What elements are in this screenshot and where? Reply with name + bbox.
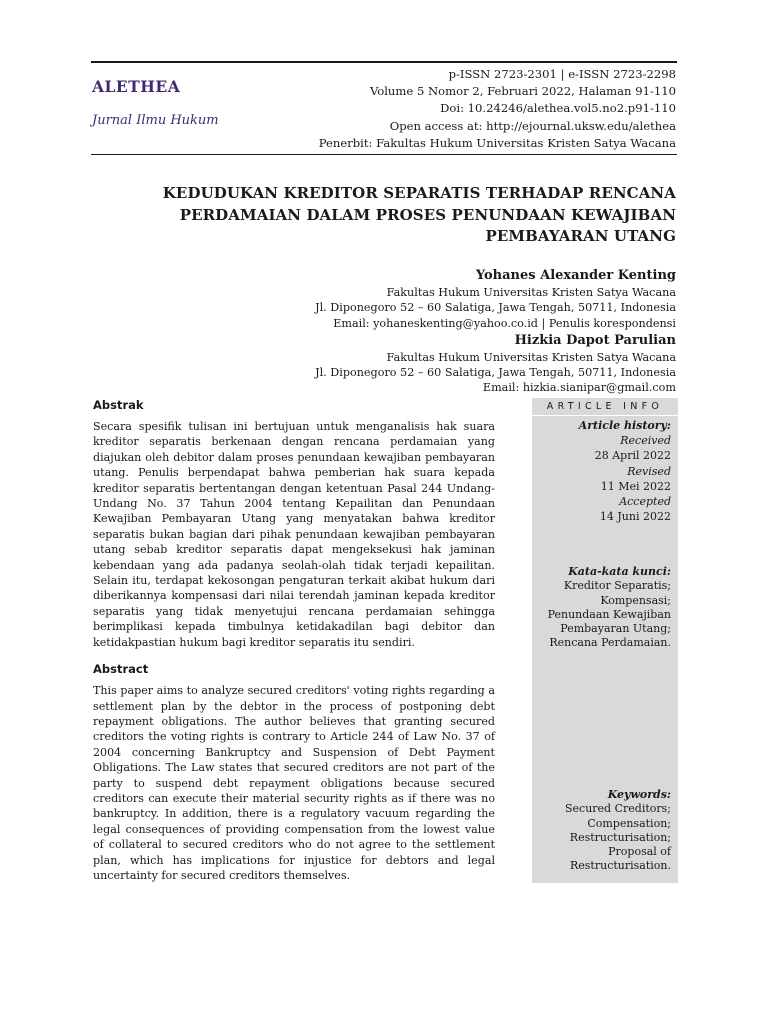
issn-line: p-ISSN 2723-2301 | e-ISSN 2723-2298 [448,67,676,81]
author-email: Email: hizkia.sianipar@gmail.com [482,381,676,395]
title-line: PEMBAYARAN UTANG [485,227,676,246]
open-access-line: Open access at: http://ejournal.uksw.edu/alethea [389,118,676,133]
author-address: Jl. Diponegoro 52 – 60 Salatiga, Jawa Tengah, 50711, Indonesia [315,366,676,380]
author-name: Hizkia Dapot Parulian [514,332,676,348]
keyword-item: Compensation; [587,816,671,830]
author-name: Yohanes Alexander Kenting [475,268,676,283]
keywords-block [565,788,671,874]
accepted-label: Accepted [619,495,671,509]
revised-label: Revised [627,464,671,478]
author-affiliation: Fakultas Hukum Universitas Kristen Satya Wacana [386,350,676,364]
accepted-date: 14 Juni 2022 [599,510,671,524]
volume-line: Volume 5 Nomor 2, Februari 2022, Halaman 91-110 [369,84,676,99]
abstrak-heading: Abstrak [93,398,144,412]
article-info-heading: ARTICLE INFO [546,401,664,412]
received-label: Received [620,434,671,448]
history-label: Article history: [578,419,671,432]
abstract-heading: Abstract [93,662,149,677]
kata-kunci-block [548,565,671,651]
publisher-line: Penerbit: Fakultas Hukum Universitas Kristen Satya Wacana [318,135,676,150]
keyword-item: Restructurisation. [570,859,671,873]
kata-kunci-item: Kompensasi; [600,593,671,607]
journal-subtitle: Jurnal Ilmu Hukum [92,113,219,128]
journal-name: ALETHEA [92,77,181,96]
article-history [532,418,678,524]
article-info-divider [532,415,678,416]
kata-kunci-item: Pembayaran Utang; [560,622,671,636]
abstract-column [93,398,495,883]
keyword-item: Proposal of [608,845,671,859]
abstract-text: This paper aims to analyze secured creditors' voting rights regarding a settlement plan by the debtor in the process of postponing debt repayment obligations. The author believes that granting secured creditors the voting rights is contrary to Article 244 of Law No. 37 of 2004 concerning Bankruptcy and Suspension of Debt Payment Obligations. The Law states that secured creditors are not part of the party to suspend debt repayment obligations because secured creditors can execute their material security rights as if there was no bankruptcy. In addition, there is a regulatory vacuum regarding the legal consequences of providing compensation from the lowest value of collateral to secured creditors who do not agree to the settlement plan, which has implications for injustice for debtors and legal uncertainty for secured creditors themselves. [93,684,495,882]
article-info-box [532,398,678,883]
abstrak-text: Secara spesifik tulisan ini bertujuan untuk menganalisis hak suara kreditor separatis berkenaan dengan rencana perdamaian yang diajukan oleh debitor dalam proses penundaan kewajiban pembayaran utang. Penulis berpendapat bahwa pemberian hak suara kepada kreditor separatis bertentangan dengan ketentuan Pasal 244 Undang-Undang No. 37 Tahun 2004 tentang Kepailitan dan Penundaan Kewajiban Pembayaran Utang yang menyatakan bahwa kreditor separatis bukan bagian dari pihak penundaan kewajiban pembayaran utang sebab kreditor separatis dapat mengeksekusi hak jaminan kebendaan yang ada padanya seolah-olah tidak terjadi kepailitan. Selain itu, terdapat kekosongan pengaturan terkait akibat hukum dari diberikannya kompensasi dari nilai terendah jaminan kepada kreditor separatis yang tidak menyetujui rencana perdamaian sehingga berimplikasi kepada timbulnya ketidakadilan bagi debitor dan ketidakpastian hukum bagi kreditor separatis itu sendiri. [93,420,495,649]
header-bottom-rule [91,154,677,155]
revised-date: 11 Mei 2022 [600,479,671,493]
keyword-item: Secured Creditors; [565,802,671,816]
received-date: 28 April 2022 [594,449,671,463]
journal-meta [319,66,676,152]
kata-kunci-item: Kreditor Separatis; [563,579,671,593]
title-line: KEDUDUKAN KREDITOR SEPARATIS TERHADAP RENCANA [162,184,676,202]
author-address: Jl. Diponegoro 52 – 60 Salatiga, Jawa Tengah, 50711, Indonesia [315,301,676,315]
kata-kunci-label: Kata-kata kunci: [568,565,671,578]
author-email: Email: yohaneskenting@yahoo.co.id | Penulis korespondensi [333,316,676,330]
keywords-label: Keywords: [607,788,671,801]
keyword-item: Restructurisation; [569,830,671,844]
kata-kunci-item: Penundaan Kewajiban [547,607,671,621]
doi-line: Doi: 10.24246/alethea.vol5.no2.p91-110 [440,101,676,116]
header-top-rule [91,61,677,63]
article-title [86,183,676,248]
author-block [315,266,676,396]
author-affiliation: Fakultas Hukum Universitas Kristen Satya Wacana [386,286,676,299]
title-line: PERDAMAIAN DALAM PROSES PENUNDAAN KEWAJIBAN [179,205,676,224]
kata-kunci-item: Rencana Perdamaian. [549,636,671,650]
